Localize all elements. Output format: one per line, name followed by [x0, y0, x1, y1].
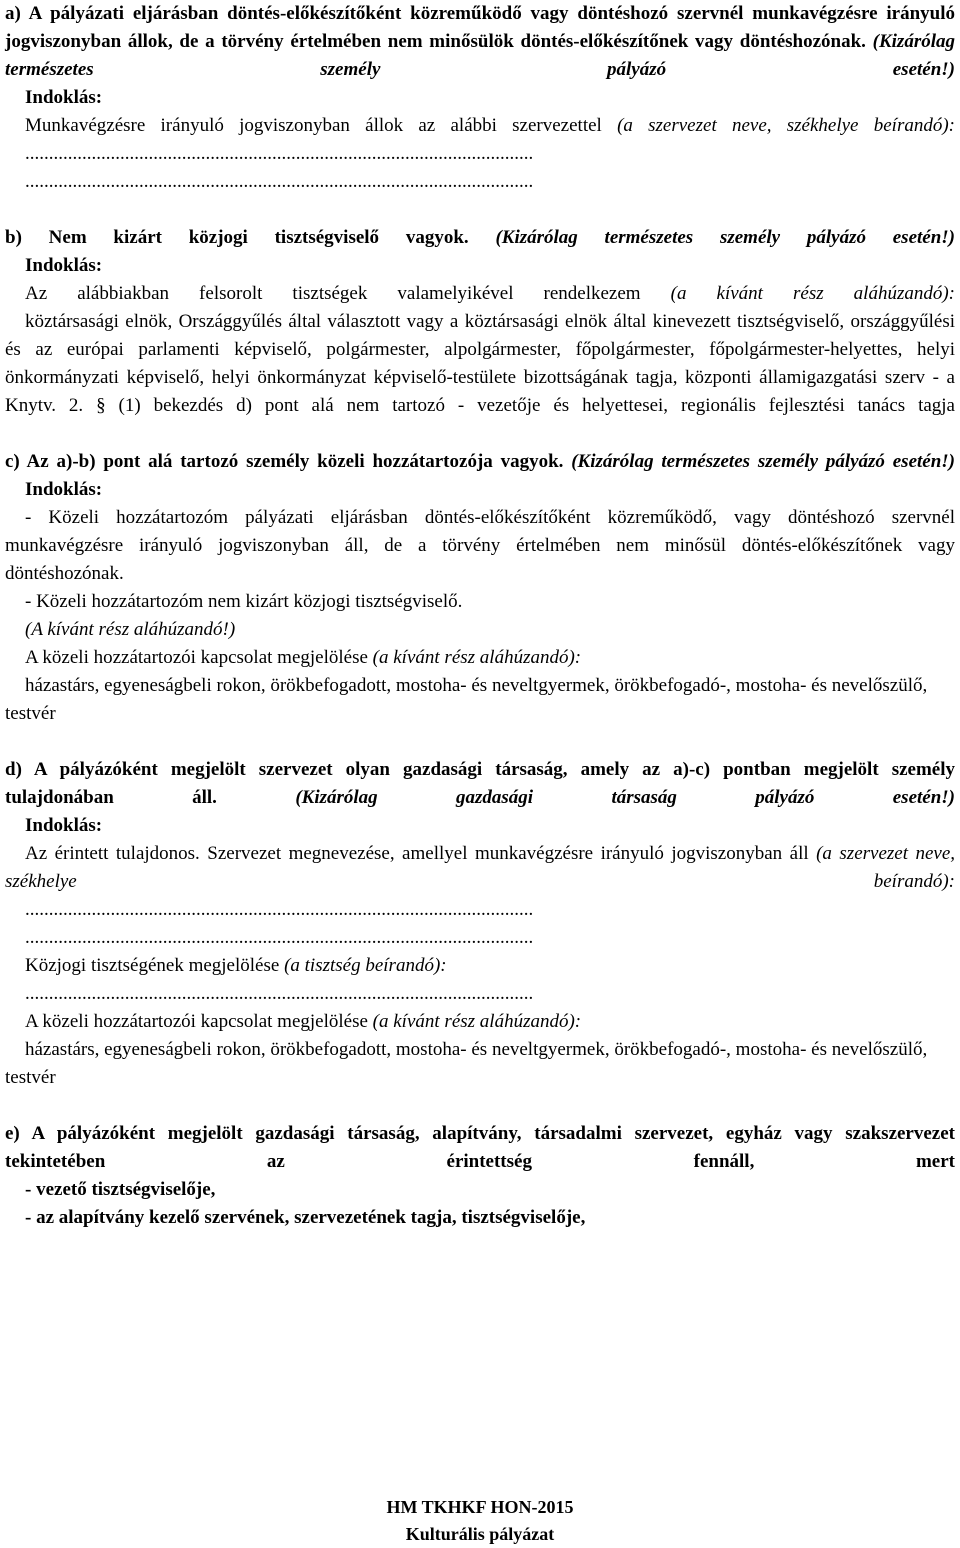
spacer [5, 728, 955, 756]
section-d-office-plain: Közjogi tisztségének megjelölése [25, 955, 280, 976]
section-a-title: a) A pályázati eljárásban döntés-előkészítőként közreműködő vagy döntéshozó szervnél munkavégzésre irányuló jogviszonyban állok, de a törvény értelmében nem minősülök döntés-előkészítőnek vagy döntéshozónak. [5, 3, 955, 52]
section-e [5, 1120, 955, 1232]
footer-line-2: Kulturális pályázat [405, 1524, 555, 1544]
section-b-note: (Kizárólag természetes személy pályázó esetén!) [495, 227, 956, 248]
footer-line-1: HM TKHKF HON-2015 [386, 1497, 574, 1517]
section-c-note: (Kizárólag természetes személy pályázó esetén!) [571, 451, 955, 472]
section-d-relation-plain: A közeli hozzátartozói kapcsolat megjelölése [25, 1011, 368, 1032]
section-c-relation-italic: (a kívánt rész aláhúzandó): [372, 647, 582, 668]
section-a-text [5, 112, 955, 140]
section-c-relation [5, 644, 955, 672]
spacer [5, 1092, 955, 1120]
section-b-office-list: köztársasági elnök, Országgyűlés által választott vagy a köztársasági elnök által kinevezett tisztségviselő, országgyűlési és az európai parlamenti képviselő, polgármester, alpolgármester, főpolgármester, főpolgármester-helyettes, helyi önkormányzati képviselő, helyi önkormányzat képviselő-testülete bizottságának tagja, központi államigazgatási szerv - a Knytv. 2. § (1) bekezdés d) pont alá nem tartozó - vezetője és helyettesei, regionális fejlesztési tanács tagja [5, 311, 955, 416]
section-e-item-2: - az alapítvány kezelő szervének, szervezetének tagja, tisztségviselője, [25, 1207, 586, 1228]
section-d-title: d) A pályázóként megjelölt szervezet olyan gazdasági társaság, amely az a)-c) pontban megjelölt személy tulajdonában áll. [5, 759, 955, 808]
spacer [5, 420, 955, 448]
section-c-title: c) Az a)-b) pont alá tartozó személy közeli hozzátartozója vagyok. [5, 451, 564, 472]
fill-in-line[interactable]: ........................................................................................................... [25, 927, 534, 948]
section-a-note: (Kizárólag természetes személy pályázó esetén!) [5, 31, 956, 80]
section-c-item-1: - Közeli hozzátartozóm pályázati eljárásban döntés-előkészítőként közreműködő, vagy döntéshozó szervnél munkavégzésre irányuló jogviszonyban áll, de a törvény értelmében nem minősül döntés-előkészítőnek vagy döntéshozónak. [5, 507, 955, 584]
section-c-heading [5, 448, 955, 476]
section-b-text-italic: (a kívánt rész aláhúzandó): [670, 283, 956, 304]
fill-in-line[interactable]: ........................................................................................................... [25, 143, 534, 164]
section-d-text-italic: (a szervezet neve, székhelye beírandó): [5, 843, 956, 892]
section-a-text-italic: (a szervezet neve, székhelye beírandó): [617, 115, 955, 136]
section-c-relation-list: házastárs, egyeneságbeli rokon, örökbefogadott, mostoha- és neveltgyermek, örökbefogadó-, mostoha- és nevelőszülő, testvér [5, 675, 928, 724]
section-b-indoklas-label: Indoklás: [25, 255, 103, 276]
section-b-heading [5, 224, 955, 252]
page-footer [0, 1494, 960, 1548]
section-d-relation-list: házastárs, egyeneságbeli rokon, örökbefogadott, mostoha- és neveltgyermek, örökbefogadó-, mostoha- és nevelőszülő, testvér [5, 1039, 928, 1088]
fill-in-line[interactable]: ........................................................................................................... [25, 899, 534, 920]
section-a [5, 0, 955, 196]
section-b-text-plain: Az alábbiakban felsorolt tisztségek valamelyikével rendelkezem [25, 283, 641, 304]
section-d-text [5, 840, 955, 896]
section-d-note: (Kizárólag gazdasági társaság pályázó esetén!) [295, 787, 956, 808]
section-d [5, 756, 955, 1092]
section-c-relation-plain: A közeli hozzátartozói kapcsolat megjelölése [25, 647, 368, 668]
spacer [5, 196, 955, 224]
section-e-item-1: - vezető tisztségviselője, [25, 1179, 216, 1200]
section-a-indoklas-label: Indoklás: [25, 87, 103, 108]
section-a-heading [5, 0, 955, 84]
section-b-text [5, 280, 955, 308]
section-d-office-italic: (a tisztség beírandó): [284, 955, 447, 976]
section-d-indoklas-label: Indoklás: [25, 815, 103, 836]
section-d-relation-italic: (a kívánt rész aláhúzandó): [372, 1011, 582, 1032]
section-d-relation [5, 1008, 955, 1036]
fill-in-line[interactable]: ........................................................................................................... [25, 171, 534, 192]
section-c [5, 448, 955, 728]
section-d-text-plain: Az érintett tulajdonos. Szervezet megnevezése, amellyel munkavégzésre irányuló jogviszonyban áll [25, 843, 809, 864]
section-c-underline-note: (A kívánt rész aláhúzandó!) [25, 619, 236, 640]
section-c-item-2: - Közeli hozzátartozóm nem kizárt közjogi tisztségviselő. [25, 591, 463, 612]
section-b-title: b) Nem kizárt közjogi tisztségviselő vagyok. [5, 227, 469, 248]
section-c-indoklas-label: Indoklás: [25, 479, 103, 500]
section-a-text-plain: Munkavégzésre irányuló jogviszonyban állok az alábbi szervezettel [25, 115, 602, 136]
section-b [5, 224, 955, 420]
fill-in-line[interactable]: ........................................................................................................... [25, 983, 534, 1004]
section-d-office [5, 952, 955, 980]
section-e-title: e) A pályázóként megjelölt gazdasági társaság, alapítvány, társadalmi szervezet, egyház vagy szakszervezet tekintetében az érintettség fennáll, mert [5, 1123, 955, 1172]
section-d-heading [5, 756, 955, 812]
document-page [5, 0, 955, 1232]
